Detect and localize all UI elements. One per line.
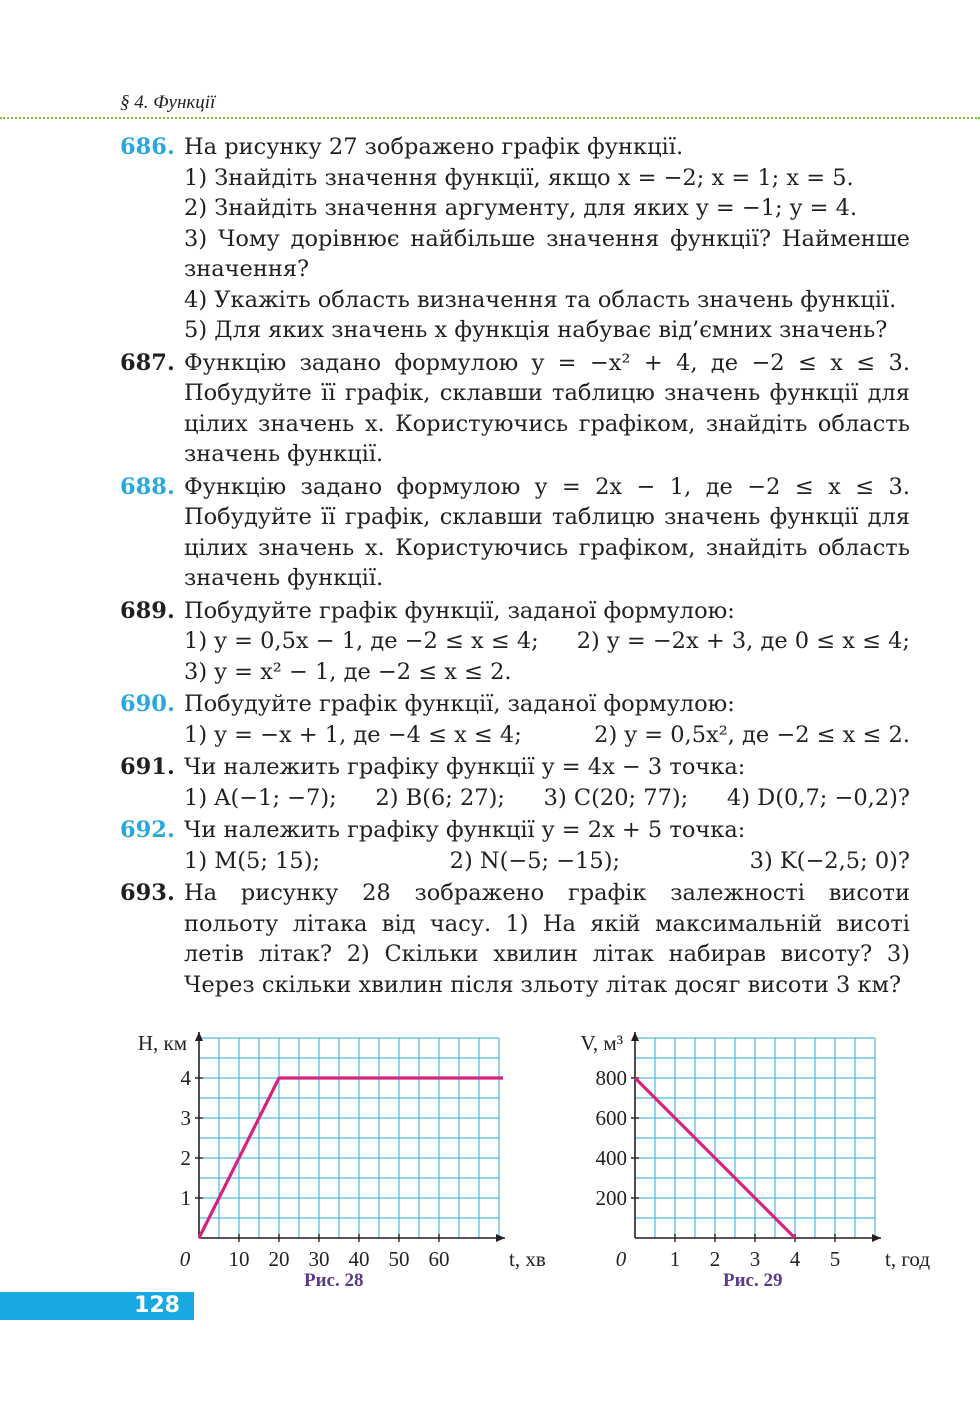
origin-label: 0 [179, 1247, 191, 1271]
problem-686 [120, 132, 910, 346]
option: 1) M(5; 15); [184, 847, 321, 874]
x-tick-label: 5 [829, 1247, 841, 1271]
problem-number: 689. [120, 597, 175, 624]
x-tick-label: 2 [709, 1247, 721, 1271]
option: 3) K(−2,5; 0)? [749, 847, 910, 874]
x-tick-label: 4 [789, 1247, 801, 1271]
problem-text: Чи належить графіку функції y = 2x + 5 точка: [184, 817, 746, 843]
options-row [184, 846, 910, 877]
y-axis-arrow [631, 1032, 639, 1041]
option: 1) A(−1; −7); [184, 784, 337, 811]
problem-line: 5) Для яких значень x функція набуває від’ємних значень? [184, 317, 888, 343]
x-axis-label: t, хв [509, 1247, 546, 1271]
y-tick-label: 400 [595, 1146, 627, 1170]
problems-list [120, 132, 910, 1002]
y-axis-arrow [195, 1032, 203, 1041]
option: 2) N(−5; −15); [449, 847, 621, 874]
option: 2) y = −2x + 3, де 0 ≤ x ≤ 4; [576, 628, 910, 654]
problem-number: 692. [120, 817, 175, 843]
problem-line: На рисунку 27 зображено графік функції. [184, 134, 684, 160]
options-row [184, 626, 910, 657]
problem-number: 690. [120, 691, 175, 717]
figure-28-chart [110, 1030, 630, 1290]
y-tick-label: 2 [180, 1146, 191, 1170]
problem-text: Побудуйте графік функції, заданої формулою: [184, 691, 735, 717]
figures-area [0, 1030, 980, 1330]
y-tick-label: 200 [595, 1186, 627, 1210]
x-tick-label: 10 [228, 1247, 250, 1271]
page-number: 128 [0, 1292, 194, 1320]
options-row [184, 783, 910, 814]
options-row [184, 720, 910, 751]
problem-number: 686. [120, 134, 175, 160]
x-tick-label: 1 [669, 1247, 681, 1271]
origin-label: 0 [615, 1247, 627, 1271]
problem-number: 691. [120, 754, 175, 780]
problem-line: 2) Знайдіть значення аргументу, для яких y = −1; y = 4. [184, 195, 858, 221]
figure-29-caption: Рис. 29 [723, 1270, 783, 1291]
x-tick-label: 20 [268, 1247, 290, 1271]
problem-text: Функцію задано формулою y = 2x − 1, де −2 ≤ x ≤ 3. Побудуйте її графік, склавши таблицю значень функції для цілих значень x. Користуючись графіком, знайдіть область значень функції. [184, 473, 910, 591]
option: 3) y = x² − 1, де −2 ≤ x ≤ 2. [184, 658, 512, 685]
options-row [184, 657, 910, 688]
problem-line: 1) Знайдіть значення функції, якщо x = −2; x = 1; x = 5. [184, 164, 854, 191]
problem-692 [120, 815, 910, 876]
x-axis-arrow [872, 1234, 881, 1242]
x-tick-label: 50 [388, 1247, 410, 1271]
x-axis-label: t, год [885, 1247, 931, 1271]
option: 1) y = 0,5x − 1, де −2 ≤ x ≤ 4; [184, 628, 539, 654]
problem-text: Чи належить графіку функції y = 4x − 3 точка: [184, 754, 746, 780]
x-axis-arrow [496, 1234, 505, 1242]
problem-line: 4) Укажіть область визначення та область значень функції. [184, 286, 897, 313]
y-tick-label: 800 [595, 1066, 627, 1090]
figure-28-caption: Рис. 28 [304, 1270, 364, 1291]
problem-text: Функцію задано формулою y = −x² + 4, де −2 ≤ x ≤ 3. Побудуйте її графік, склавши таблицю значень функції для цілих значень x. Користуючись графіком, знайдіть область значень функції. [184, 349, 910, 467]
y-tick-label: 3 [180, 1106, 191, 1130]
option: 2) y = 0,5x², де −2 ≤ x ≤ 2. [594, 721, 910, 748]
y-tick-label: 1 [180, 1186, 191, 1210]
problem-688 [120, 472, 910, 594]
section-header: § 4. Функції [120, 92, 216, 113]
problem-number: 693. [120, 880, 175, 906]
option: 1) y = −x + 1, де −4 ≤ x ≤ 4; [184, 721, 522, 748]
problem-693 [120, 878, 910, 1000]
problem-number: 687. [120, 349, 175, 376]
x-tick-label: 30 [308, 1247, 330, 1271]
problem-text: На рисунку 28 зображено графік залежності висоти польоту літака від часу. 1) На якій максимальній висоті летів літак? 2) Скільки хвилин літак набирав висоту? 3) Через скільки хвилин після зльоту літак досяг висоти 3 км? [184, 880, 910, 998]
problem-689 [120, 596, 910, 688]
option: 4) D(0,7; −0,2)? [726, 784, 910, 811]
option: 3) C(20; 77); [543, 784, 689, 811]
figure-29-chart [560, 1030, 931, 1290]
x-tick-label: 40 [348, 1247, 370, 1271]
y-tick-label: 600 [595, 1106, 627, 1130]
x-tick-label: 60 [428, 1247, 450, 1271]
problem-691 [120, 752, 910, 813]
option: 2) B(6; 27); [375, 784, 505, 811]
problem-line: 3) Чому дорівнює найбільше значення функції? Найменше значення? [184, 225, 910, 282]
header-divider [0, 117, 980, 119]
problem-number: 688. [120, 473, 175, 500]
y-axis-label: H, км [137, 1031, 187, 1055]
problem-text: Побудуйте графік функції, заданої формулою: [184, 597, 735, 624]
y-axis-label: V, м³ [580, 1031, 623, 1055]
x-tick-label: 3 [749, 1247, 761, 1271]
problem-690 [120, 689, 910, 750]
problem-687 [120, 348, 910, 470]
y-tick-label: 4 [180, 1066, 191, 1090]
